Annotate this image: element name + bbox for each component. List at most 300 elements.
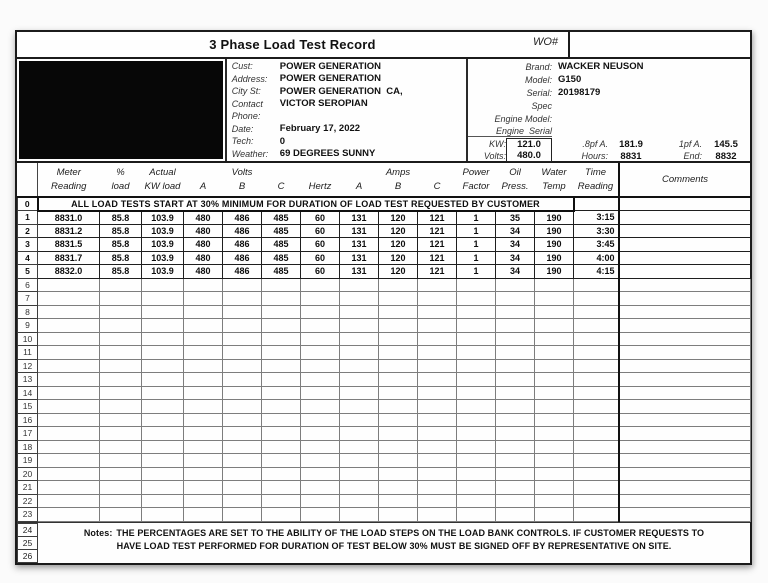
customer-field bbox=[227, 98, 466, 111]
col-header-water-temp bbox=[535, 163, 574, 197]
row-number: 9 bbox=[18, 319, 38, 333]
field-label: Address: bbox=[231, 73, 268, 84]
empty-cell bbox=[142, 467, 184, 481]
field-label: Date: bbox=[231, 123, 254, 134]
empty-cell bbox=[142, 359, 184, 373]
header-line: A bbox=[199, 180, 207, 192]
empty-cell bbox=[38, 400, 100, 414]
data-cell: 8831.7 bbox=[38, 251, 100, 265]
empty-cell bbox=[496, 359, 535, 373]
empty-cell bbox=[340, 413, 379, 427]
empty-cell bbox=[496, 440, 535, 454]
empty-cell bbox=[262, 454, 301, 468]
table-row bbox=[18, 251, 751, 265]
empty-cell bbox=[184, 386, 223, 400]
title-row bbox=[17, 32, 750, 59]
table-body bbox=[18, 197, 751, 521]
empty-cell bbox=[262, 467, 301, 481]
customer-field bbox=[227, 135, 466, 148]
end-value: 8832 bbox=[715, 150, 737, 162]
empty-cell bbox=[142, 508, 184, 522]
empty-cell bbox=[184, 400, 223, 414]
header-line: KW load bbox=[144, 180, 181, 192]
empty-cell bbox=[340, 494, 379, 508]
row-number: 0 bbox=[18, 197, 38, 211]
load-test-table bbox=[17, 163, 751, 522]
empty-cell bbox=[262, 508, 301, 522]
row-number: 6 bbox=[18, 278, 38, 292]
empty-cell bbox=[301, 278, 340, 292]
empty-cell bbox=[496, 427, 535, 441]
equipment-field bbox=[468, 86, 750, 99]
empty-cell bbox=[379, 359, 418, 373]
empty-cell bbox=[457, 467, 496, 481]
empty-cell bbox=[340, 386, 379, 400]
header-line bbox=[262, 166, 301, 180]
empty-cell bbox=[418, 400, 457, 414]
empty-cell bbox=[535, 494, 574, 508]
volts-value: 480.0 bbox=[506, 150, 552, 162]
table-row-empty bbox=[18, 292, 751, 306]
empty-cell bbox=[223, 508, 262, 522]
empty-cell bbox=[262, 305, 301, 319]
empty-cell bbox=[496, 400, 535, 414]
empty-cell bbox=[184, 427, 223, 441]
info-section bbox=[17, 59, 750, 163]
data-cell: 120 bbox=[379, 224, 418, 238]
empty-cell bbox=[38, 481, 100, 495]
empty-cell bbox=[100, 413, 142, 427]
row-number: 2 bbox=[18, 224, 38, 238]
field-value: POWER GENERATION bbox=[279, 73, 381, 85]
empty-cell bbox=[301, 319, 340, 333]
data-cell: 1 bbox=[457, 211, 496, 225]
empty-cell bbox=[301, 292, 340, 306]
empty-cell bbox=[100, 454, 142, 468]
empty-cell bbox=[457, 440, 496, 454]
empty-cell bbox=[457, 427, 496, 441]
empty-cell bbox=[535, 373, 574, 387]
empty-comment-cell bbox=[619, 481, 751, 495]
data-cell: 190 bbox=[535, 211, 574, 225]
empty-comment-cell bbox=[619, 467, 751, 481]
data-cell: 85.8 bbox=[100, 265, 142, 279]
time-cell bbox=[574, 197, 619, 211]
table-row-empty bbox=[18, 332, 751, 346]
empty-cell bbox=[340, 427, 379, 441]
row-number: 3 bbox=[18, 238, 38, 252]
table-row-empty bbox=[18, 386, 751, 400]
data-cell: 485 bbox=[262, 224, 301, 238]
header-line: Oil bbox=[509, 166, 521, 178]
empty-time-cell bbox=[574, 427, 619, 441]
time-cell: 3:15 bbox=[574, 211, 619, 225]
customer-info bbox=[225, 59, 466, 161]
header-line: Hertz bbox=[308, 180, 332, 192]
empty-cell bbox=[100, 346, 142, 360]
data-cell: 121 bbox=[418, 224, 457, 238]
empty-cell bbox=[301, 481, 340, 495]
header-line: B bbox=[238, 180, 246, 192]
empty-cell bbox=[38, 494, 100, 508]
row-number: 20 bbox=[18, 467, 38, 481]
header-line: Volts bbox=[231, 166, 253, 178]
empty-cell bbox=[340, 400, 379, 414]
data-cell: 190 bbox=[535, 265, 574, 279]
empty-cell bbox=[457, 359, 496, 373]
empty-cell bbox=[418, 508, 457, 522]
empty-cell bbox=[38, 319, 100, 333]
empty-cell bbox=[223, 386, 262, 400]
empty-cell bbox=[38, 332, 100, 346]
empty-cell bbox=[535, 481, 574, 495]
data-cell: 8831.2 bbox=[38, 224, 100, 238]
empty-cell bbox=[340, 467, 379, 481]
col-header-row-number bbox=[18, 163, 38, 197]
empty-cell bbox=[262, 494, 301, 508]
data-cell: 121 bbox=[418, 251, 457, 265]
field-value: 0 bbox=[279, 135, 286, 147]
empty-cell bbox=[457, 508, 496, 522]
header-line bbox=[18, 166, 38, 180]
empty-cell bbox=[340, 319, 379, 333]
empty-cell bbox=[184, 292, 223, 306]
empty-cell bbox=[38, 292, 100, 306]
data-cell: 8831.0 bbox=[38, 211, 100, 225]
equipment-field bbox=[468, 60, 750, 73]
notes-body bbox=[38, 523, 750, 563]
data-cell: 120 bbox=[379, 211, 418, 225]
empty-cell bbox=[457, 373, 496, 387]
empty-cell bbox=[100, 494, 142, 508]
row-number: 19 bbox=[18, 454, 38, 468]
empty-cell bbox=[142, 319, 184, 333]
row-number: 7 bbox=[18, 292, 38, 306]
equipment-field bbox=[468, 99, 750, 112]
row-number: 14 bbox=[18, 386, 38, 400]
field-value: WACKER NEUSON bbox=[558, 61, 644, 72]
empty-cell bbox=[379, 305, 418, 319]
empty-cell bbox=[262, 319, 301, 333]
empty-cell bbox=[340, 346, 379, 360]
customer-field bbox=[227, 148, 466, 161]
empty-cell bbox=[379, 400, 418, 414]
empty-time-cell bbox=[574, 413, 619, 427]
col-header-volts-b bbox=[223, 163, 262, 197]
empty-time-cell bbox=[574, 292, 619, 306]
empty-cell bbox=[379, 292, 418, 306]
col-header-c bbox=[262, 163, 301, 197]
empty-time-cell bbox=[574, 454, 619, 468]
empty-time-cell bbox=[574, 440, 619, 454]
empty-cell bbox=[418, 427, 457, 441]
empty-cell bbox=[496, 332, 535, 346]
empty-cell bbox=[262, 427, 301, 441]
col-header-amps-b bbox=[379, 163, 418, 197]
empty-cell bbox=[496, 494, 535, 508]
empty-cell bbox=[100, 467, 142, 481]
empty-cell bbox=[142, 400, 184, 414]
empty-comment-cell bbox=[619, 332, 751, 346]
empty-cell bbox=[184, 440, 223, 454]
notes-line-1 bbox=[38, 527, 750, 540]
empty-cell bbox=[457, 292, 496, 306]
col-header--load bbox=[100, 163, 142, 197]
field-label: Spec bbox=[531, 100, 552, 111]
empty-cell bbox=[418, 332, 457, 346]
col-header-comments bbox=[619, 163, 751, 197]
data-cell: 85.8 bbox=[100, 224, 142, 238]
empty-cell bbox=[379, 454, 418, 468]
empty-cell bbox=[496, 467, 535, 481]
empty-cell bbox=[535, 508, 574, 522]
empty-cell bbox=[535, 346, 574, 360]
table-row-empty bbox=[18, 454, 751, 468]
empty-cell bbox=[38, 278, 100, 292]
data-cell: 131 bbox=[340, 251, 379, 265]
customer-field bbox=[227, 110, 466, 123]
data-cell: 480 bbox=[184, 224, 223, 238]
table-row-empty bbox=[18, 359, 751, 373]
data-cell: 190 bbox=[535, 238, 574, 252]
empty-cell bbox=[457, 400, 496, 414]
empty-cell bbox=[301, 400, 340, 414]
empty-cell bbox=[535, 305, 574, 319]
empty-cell bbox=[223, 494, 262, 508]
data-cell: 85.8 bbox=[100, 251, 142, 265]
data-cell: 103.9 bbox=[142, 224, 184, 238]
empty-cell bbox=[340, 440, 379, 454]
notes-label: Notes: bbox=[83, 527, 113, 538]
empty-cell bbox=[262, 292, 301, 306]
empty-cell bbox=[457, 332, 496, 346]
data-cell: 60 bbox=[301, 265, 340, 279]
data-cell: 485 bbox=[262, 211, 301, 225]
field-value: POWER GENERATION CA, bbox=[279, 85, 403, 97]
empty-time-cell bbox=[574, 508, 619, 522]
col-header-hertz bbox=[301, 163, 340, 197]
field-value: POWER GENERATION bbox=[279, 60, 381, 72]
data-cell: 486 bbox=[223, 211, 262, 225]
table-row-empty bbox=[18, 400, 751, 414]
empty-cell bbox=[262, 332, 301, 346]
data-cell: 8831.5 bbox=[38, 238, 100, 252]
equipment-field bbox=[468, 73, 750, 86]
field-label: Tech: bbox=[231, 136, 254, 147]
customer-field bbox=[227, 85, 466, 98]
empty-cell bbox=[38, 413, 100, 427]
empty-cell bbox=[535, 386, 574, 400]
empty-cell bbox=[142, 278, 184, 292]
time-cell: 3:30 bbox=[574, 224, 619, 238]
comment-cell bbox=[619, 197, 751, 211]
empty-cell bbox=[535, 319, 574, 333]
table-row-empty bbox=[18, 440, 751, 454]
empty-cell bbox=[457, 386, 496, 400]
field-label: Contact bbox=[231, 98, 263, 109]
wo-number-field bbox=[568, 32, 750, 57]
empty-cell bbox=[457, 454, 496, 468]
equipment-fields bbox=[468, 60, 750, 138]
empty-cell bbox=[379, 386, 418, 400]
table-row bbox=[18, 224, 751, 238]
empty-cell bbox=[379, 427, 418, 441]
empty-cell bbox=[535, 454, 574, 468]
empty-cell bbox=[223, 292, 262, 306]
empty-cell bbox=[38, 440, 100, 454]
col-header-power-factor bbox=[457, 163, 496, 197]
empty-comment-cell bbox=[619, 413, 751, 427]
data-cell: 486 bbox=[223, 224, 262, 238]
table-row-empty bbox=[18, 427, 751, 441]
empty-cell bbox=[262, 413, 301, 427]
empty-cell bbox=[301, 508, 340, 522]
empty-cell bbox=[340, 508, 379, 522]
banner-cell: ALL LOAD TESTS START AT 30% MINIMUM FOR DURATION OF LOAD TEST REQUESTED BY CUSTOMER bbox=[38, 197, 574, 211]
data-cell: 103.9 bbox=[142, 211, 184, 225]
empty-cell bbox=[457, 278, 496, 292]
wo-number-label: WO# bbox=[532, 36, 558, 48]
row-number: 25 bbox=[17, 537, 38, 550]
empty-cell bbox=[418, 305, 457, 319]
empty-comment-cell bbox=[619, 278, 751, 292]
header-line: Reading bbox=[51, 180, 87, 192]
comment-cell bbox=[619, 265, 751, 279]
pf1-label: 1pf A. bbox=[678, 139, 702, 149]
empty-cell bbox=[301, 359, 340, 373]
row-number: 18 bbox=[18, 440, 38, 454]
empty-comment-cell bbox=[619, 346, 751, 360]
table-row-empty bbox=[18, 346, 751, 360]
empty-cell bbox=[418, 494, 457, 508]
empty-cell bbox=[223, 467, 262, 481]
empty-cell bbox=[223, 373, 262, 387]
data-cell: 121 bbox=[418, 265, 457, 279]
field-label: Brand: bbox=[525, 61, 552, 72]
header-line: A bbox=[355, 180, 363, 192]
field-label: Weather: bbox=[231, 148, 269, 159]
banner-row bbox=[18, 197, 751, 211]
load-test-record-form bbox=[15, 30, 752, 565]
data-cell: 486 bbox=[223, 238, 262, 252]
header-line: Time bbox=[584, 166, 607, 178]
empty-cell bbox=[340, 373, 379, 387]
data-cell: 34 bbox=[496, 238, 535, 252]
empty-cell bbox=[418, 278, 457, 292]
data-cell: 60 bbox=[301, 224, 340, 238]
empty-cell bbox=[38, 386, 100, 400]
row-number: 13 bbox=[18, 373, 38, 387]
empty-cell bbox=[496, 319, 535, 333]
time-cell: 4:00 bbox=[574, 251, 619, 265]
empty-cell bbox=[100, 386, 142, 400]
empty-cell bbox=[184, 373, 223, 387]
empty-cell bbox=[262, 481, 301, 495]
header-line: Actual bbox=[149, 166, 176, 178]
empty-cell bbox=[184, 413, 223, 427]
empty-cell bbox=[301, 305, 340, 319]
empty-cell bbox=[418, 386, 457, 400]
col-header-a bbox=[184, 163, 223, 197]
header-line bbox=[301, 166, 340, 180]
data-cell: 480 bbox=[184, 238, 223, 252]
data-cell: 485 bbox=[262, 238, 301, 252]
empty-cell bbox=[223, 413, 262, 427]
data-cell: 85.8 bbox=[100, 238, 142, 252]
empty-time-cell bbox=[574, 494, 619, 508]
data-cell: 35 bbox=[496, 211, 535, 225]
empty-cell bbox=[142, 386, 184, 400]
col-header-actual-kw-load bbox=[142, 163, 184, 197]
empty-cell bbox=[379, 481, 418, 495]
row-number: 1 bbox=[18, 211, 38, 225]
empty-cell bbox=[262, 400, 301, 414]
row-number: 23 bbox=[18, 508, 38, 522]
data-cell: 121 bbox=[418, 238, 457, 252]
row-number: 11 bbox=[18, 346, 38, 360]
col-header-oil-press- bbox=[496, 163, 535, 197]
comment-cell bbox=[619, 238, 751, 252]
table-row-empty bbox=[18, 373, 751, 387]
empty-cell bbox=[100, 305, 142, 319]
empty-cell bbox=[100, 427, 142, 441]
empty-cell bbox=[38, 359, 100, 373]
table-header-row bbox=[18, 163, 751, 197]
empty-time-cell bbox=[574, 278, 619, 292]
empty-cell bbox=[262, 346, 301, 360]
empty-cell bbox=[301, 454, 340, 468]
table-row-empty bbox=[18, 494, 751, 508]
table-row-empty bbox=[18, 467, 751, 481]
empty-cell bbox=[535, 278, 574, 292]
empty-comment-cell bbox=[619, 508, 751, 522]
table-row bbox=[18, 238, 751, 252]
header-line: C bbox=[433, 180, 441, 192]
empty-cell bbox=[418, 467, 457, 481]
empty-cell bbox=[100, 292, 142, 306]
data-cell: 486 bbox=[223, 265, 262, 279]
empty-cell bbox=[142, 481, 184, 495]
comment-cell bbox=[619, 211, 751, 225]
empty-cell bbox=[379, 413, 418, 427]
data-cell: 34 bbox=[496, 251, 535, 265]
volts-label: Volts: bbox=[483, 151, 506, 161]
field-value: G150 bbox=[558, 74, 582, 85]
table-row-empty bbox=[18, 278, 751, 292]
field-value: 69 DEGREES SUNNY bbox=[279, 148, 376, 160]
empty-comment-cell bbox=[619, 359, 751, 373]
header-line: Press. bbox=[501, 180, 529, 192]
col-header-meter-reading bbox=[38, 163, 100, 197]
empty-cell bbox=[496, 481, 535, 495]
empty-cell bbox=[535, 359, 574, 373]
data-cell: 131 bbox=[340, 238, 379, 252]
empty-cell bbox=[184, 494, 223, 508]
empty-cell bbox=[184, 278, 223, 292]
empty-cell bbox=[100, 481, 142, 495]
equipment-info bbox=[466, 59, 750, 161]
empty-cell bbox=[496, 508, 535, 522]
header-line: Comments bbox=[662, 174, 708, 185]
table-row bbox=[18, 211, 751, 225]
empty-cell bbox=[100, 373, 142, 387]
empty-comment-cell bbox=[619, 400, 751, 414]
data-cell: 480 bbox=[184, 265, 223, 279]
pf1-value: 145.5 bbox=[714, 138, 738, 150]
row-number: 16 bbox=[18, 413, 38, 427]
empty-cell bbox=[223, 332, 262, 346]
header-line: load bbox=[111, 180, 130, 192]
